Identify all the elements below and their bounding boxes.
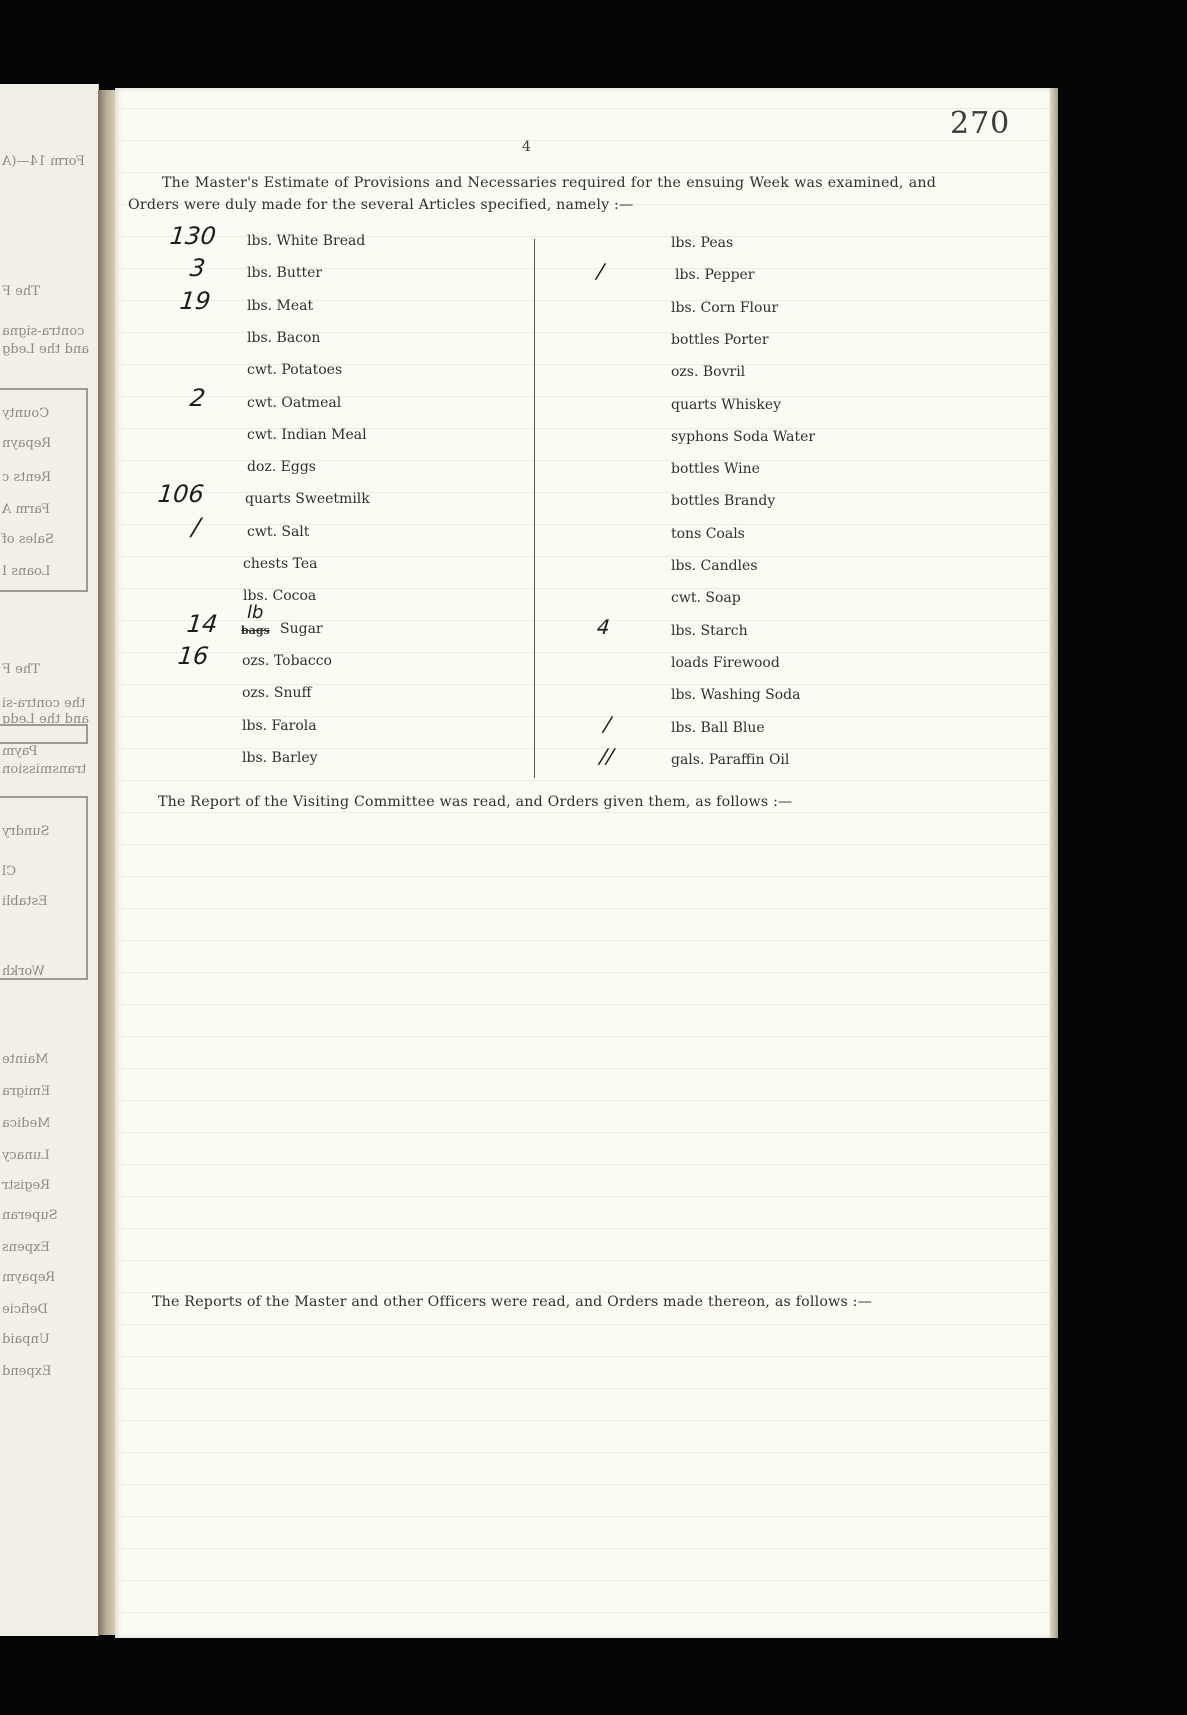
ruled-line	[115, 1484, 1050, 1485]
show-through-box	[0, 724, 88, 744]
facing-page	[0, 84, 99, 1636]
provision-item-label: quarts Sweetmilk	[245, 491, 370, 508]
provision-item-label: lbs. Peas	[671, 235, 734, 251]
estimate-intro-text: The Master's Estimate of Provisions and Necessaries required for the ensuing Week was examined, and Orders were duly made for the several Articles specified, namely :—	[128, 175, 936, 213]
provision-item-label: lbs. Pepper	[675, 267, 755, 284]
provision-item-quantity: 3	[188, 254, 207, 283]
ruled-line	[115, 972, 1050, 973]
show-through-text: County	[2, 406, 50, 421]
provision-item-label: bottles Brandy	[671, 493, 776, 510]
ruled-line	[115, 1548, 1050, 1549]
provision-item-quantity: 16	[176, 641, 211, 670]
provision-item-label: cwt. Soap	[671, 590, 741, 607]
ruled-line	[115, 1580, 1050, 1581]
provision-item-quantity: /	[190, 512, 202, 541]
provision-item-label: doz. Eggs	[247, 459, 316, 476]
provision-item-label: gals. Paraffin Oil	[671, 751, 790, 768]
ruled-line	[115, 108, 1050, 109]
provision-item-label: ozs. Bovril	[671, 364, 746, 381]
show-through-text: Loans I	[2, 564, 51, 579]
provision-item-label: lbs. Meat	[247, 297, 314, 314]
provision-item-label: lbs. Corn Flour	[671, 299, 779, 316]
provision-item-quantity: //	[598, 743, 615, 768]
provision-item-label: lbs. Washing Soda	[671, 687, 801, 704]
provision-item-label: ozs. Snuff	[242, 685, 312, 702]
ruled-line	[115, 1452, 1050, 1453]
ruled-line	[115, 1132, 1050, 1133]
ruled-line	[115, 940, 1050, 941]
provision-item-label: bottles Wine	[671, 461, 760, 478]
provision-item-label: cwt. Salt	[247, 523, 310, 540]
ledger-page	[115, 88, 1050, 1638]
ruled-line	[115, 1164, 1050, 1165]
provision-item-quantity: 106	[156, 480, 206, 509]
provision-item-label: lbs. Barley	[242, 749, 318, 766]
show-through-text: Emigra	[2, 1084, 51, 1099]
provision-item-label: lbs. Farola	[242, 717, 317, 734]
provision-item-quantity: 4	[595, 614, 611, 639]
show-through-box	[0, 796, 88, 980]
show-through-text: Expens	[2, 1240, 50, 1255]
provision-item-label: syphons Soda Water	[671, 428, 816, 445]
page-edge	[1050, 88, 1058, 1638]
folio-number: 270	[950, 106, 1011, 141]
printed-page-number: 4	[522, 139, 531, 155]
ruled-line	[115, 1388, 1050, 1389]
show-through-text: Workh	[2, 964, 45, 979]
provision-item-label: lbs. White Bread	[247, 233, 366, 249]
provision-item-label: cwt. Oatmeal	[247, 394, 342, 411]
provision-item-label: lbs. Starch	[671, 622, 748, 639]
struck-unit: bags	[241, 624, 270, 637]
officers-report-text: The Reports of the Master and other Officers were read, and Orders made thereon, as follows :—	[152, 1294, 873, 1310]
ruled-line	[115, 1612, 1050, 1613]
show-through-box	[0, 388, 88, 592]
ruled-line	[115, 140, 1050, 141]
provision-item-label: lbs. Cocoa	[243, 588, 317, 605]
show-through-text: Rents c	[2, 470, 52, 485]
ruled-line	[115, 1228, 1050, 1229]
provision-item-quantity: 2	[188, 383, 207, 412]
show-through-text: The F	[2, 284, 40, 299]
handwritten-unit: lb	[247, 602, 264, 623]
ruled-line	[115, 1324, 1050, 1325]
show-through-text: The F	[2, 662, 40, 677]
provision-item-label: loads Firewood	[671, 654, 780, 671]
ruled-line	[115, 812, 1050, 813]
ruled-line	[115, 908, 1050, 909]
provision-item-label: bottles Porter	[671, 331, 769, 348]
ruled-line	[115, 1036, 1050, 1037]
provision-item-label: quarts Whiskey	[671, 396, 782, 413]
show-through-text: Sales of	[2, 532, 54, 547]
ruled-line	[115, 1068, 1050, 1069]
column-divider	[534, 239, 535, 778]
show-through-text: Expend	[2, 1364, 52, 1379]
ruled-line	[115, 1004, 1050, 1005]
show-through-text: Form 14—(A	[2, 154, 85, 169]
provision-item-label: chests Tea	[243, 556, 318, 572]
show-through-text: Paym	[2, 744, 38, 759]
ruled-line	[115, 780, 1050, 781]
show-through-text: and the Ledg	[2, 342, 89, 357]
ruled-line	[115, 1100, 1050, 1101]
provision-item-label: tons Coals	[671, 525, 745, 542]
ruled-line	[115, 876, 1050, 877]
ruled-line	[115, 1196, 1050, 1197]
ruled-line	[115, 1516, 1050, 1517]
ruled-line	[115, 1420, 1050, 1421]
show-through-text: Medica	[2, 1116, 51, 1131]
show-through-text: Unpaid	[2, 1332, 50, 1347]
provision-item-quantity: 14	[185, 609, 220, 638]
ruled-line	[115, 844, 1050, 845]
provision-item-label: cwt. Indian Meal	[247, 426, 367, 443]
show-through-text: Registr	[2, 1178, 51, 1193]
show-through-text: Establi	[2, 894, 48, 909]
show-through-text: Repayn	[2, 436, 52, 451]
visiting-committee-text: The Report of the Visiting Committee was read, and Orders given them, as follows :—	[158, 794, 793, 810]
show-through-text: Deficie	[2, 1302, 48, 1317]
show-through-text: Mainte	[2, 1052, 49, 1067]
ruled-line	[115, 1260, 1050, 1261]
book-gutter	[98, 90, 116, 1635]
show-through-text: Lunacy	[2, 1148, 50, 1163]
provision-item-label: lbs. Butter	[247, 265, 323, 282]
show-through-text: Cl	[2, 864, 17, 879]
provision-item-label: ozs. Tobacco	[242, 652, 332, 669]
show-through-text: Repaym	[2, 1270, 56, 1285]
show-through-text: and the Ledg	[2, 712, 89, 727]
provision-item-label: lbs. Ball Blue	[671, 719, 765, 736]
provision-item-quantity: 19	[178, 286, 213, 315]
ruled-line	[115, 1356, 1050, 1357]
provision-item-label: cwt. Potatoes	[247, 362, 343, 379]
provision-item-label: lbs. Bacon	[247, 329, 321, 346]
show-through-text: transmission	[2, 762, 87, 777]
show-through-text: contra-signa	[2, 324, 85, 339]
provision-item-quantity: 130	[168, 222, 218, 250]
provision-item-label: Sugar	[280, 620, 323, 637]
show-through-text: the contra-si	[2, 696, 86, 711]
provision-item-quantity: /	[602, 711, 613, 736]
provision-item-label: lbs. Candles	[671, 558, 758, 574]
provision-item-quantity: /	[595, 259, 606, 284]
ruled-line	[115, 1292, 1050, 1293]
show-through-text: Superan	[2, 1208, 58, 1223]
show-through-text: Sundry	[2, 824, 50, 839]
show-through-text: Farm A	[2, 502, 50, 517]
